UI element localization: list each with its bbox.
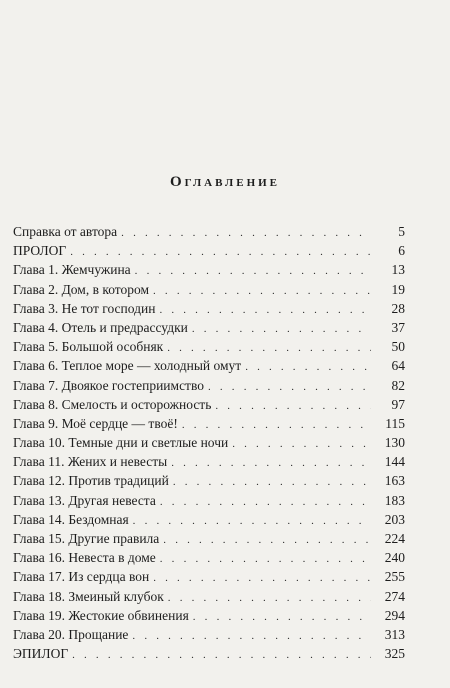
dot-leader [171,454,371,473]
toc-entry-title: Глава 9. Моё сердце — твоё! [13,415,178,431]
toc-entry-page: 240 [384,550,405,566]
dot-leader [121,224,371,243]
toc-entry-page: 224 [384,531,405,546]
dot-leader [193,608,371,627]
toc-entry-title: Глава 19. Жестокие обвинения [13,607,189,623]
toc-entry-title: Глава 13. Другая невеста [13,492,156,508]
toc-entry [13,452,405,471]
toc-entry-title: Глава 15. Другие правила [13,531,160,546]
toc-entry-title: Глава 5. Большой особняк [13,339,164,355]
toc-entry [13,548,405,567]
toc-entry-page: 97 [391,396,405,412]
toc-entry-title: Глава 7. Двоякое гостеприимство [13,377,204,393]
dot-leader [192,320,371,339]
toc-entry-page: 294 [384,607,405,623]
toc-entry-title: Глава 1. Жемчужина [13,262,131,278]
dot-leader [160,493,371,512]
toc-entry [13,625,405,644]
dot-leader [135,262,371,281]
toc-entry-title: Глава 11. Жених и невесты [13,454,168,470]
toc-entry [13,587,405,606]
toc-entry-page: 6 [398,243,405,259]
toc-entry-page: 255 [384,569,405,585]
toc-entry [13,356,405,375]
toc-entry [13,471,405,490]
toc-entry-title: Глава 2. Дом, в котором [13,281,150,297]
table-of-contents [13,222,405,663]
toc-entry [13,376,405,395]
toc-entry [13,529,405,548]
toc-entry [13,260,405,279]
toc-entry-page: 203 [384,511,405,527]
toc-entry [13,241,405,260]
toc-entry-page: 37 [391,319,405,335]
toc-entry-page: 28 [391,300,405,316]
toc-entry-title: Глава 18. Змеиный клубок [13,588,164,604]
toc-entry [13,318,405,337]
toc-entry-title: Глава 14. Бездомная [13,511,129,527]
toc-entry [13,337,405,356]
dot-leader [132,627,371,646]
toc-entry-page: 50 [391,339,405,355]
toc-entry-page: 13 [391,262,405,278]
toc-entry-title: Глава 8. Смелость и осторожность [13,396,212,412]
toc-entry [13,433,405,452]
toc-entry-page: 5 [398,224,405,239]
toc-entry-page: 274 [384,588,405,604]
toc-entry-title: Глава 16. Невеста в доме [13,550,156,566]
toc-entry [13,280,405,299]
toc-entry [13,395,405,414]
dot-leader [163,531,371,550]
toc-entry [13,567,405,586]
toc-entry-title: Глава 4. Отель и предрассудки [13,319,188,335]
toc-entry-title: Глава 6. Теплое море — холодный омут [13,358,242,374]
toc-heading: Оглавление [169,174,281,190]
toc-entry [13,510,405,529]
dot-leader [72,646,371,665]
toc-entry-page: 144 [384,454,405,470]
toc-entry-page: 19 [391,281,405,297]
toc-entry [13,222,405,241]
dot-leader [173,473,371,492]
toc-entry-page: 64 [391,358,405,374]
dot-leader [133,512,371,531]
dot-leader [160,550,371,569]
dot-leader [232,435,371,454]
toc-entry-title: ПРОЛОГ [13,243,67,259]
toc-entry [13,414,405,433]
toc-entry-page: 313 [384,626,405,642]
toc-entry-page: 183 [384,492,405,508]
toc-entry [13,491,405,510]
toc-entry-title: Глава 10. Темные дни и светлые ночи [13,435,229,451]
toc-entry-page: 130 [384,435,405,451]
dot-leader [153,569,371,588]
toc-entry-page: 163 [384,473,405,489]
toc-entry-title: Глава 20. Прощание [13,626,129,642]
dot-leader [215,397,371,416]
dot-leader [208,378,371,397]
dot-leader [168,589,371,608]
toc-entry [13,644,405,663]
toc-entry-title: Глава 3. Не тот господин [13,300,156,316]
toc-entry-page: 82 [391,377,405,393]
toc-entry [13,299,405,318]
dot-leader [245,358,371,377]
toc-entry-title: Глава 12. Против традиций [13,473,169,489]
dot-leader [153,282,371,301]
toc-entry-page: 325 [384,646,405,662]
toc-entry-title: Справка от автора [13,224,118,239]
toc-entry-page: 115 [385,415,405,431]
toc-entry-title: ЭПИЛОГ [13,646,69,662]
toc-entry [13,606,405,625]
toc-entry-title: Глава 17. Из сердца вон [13,569,150,585]
